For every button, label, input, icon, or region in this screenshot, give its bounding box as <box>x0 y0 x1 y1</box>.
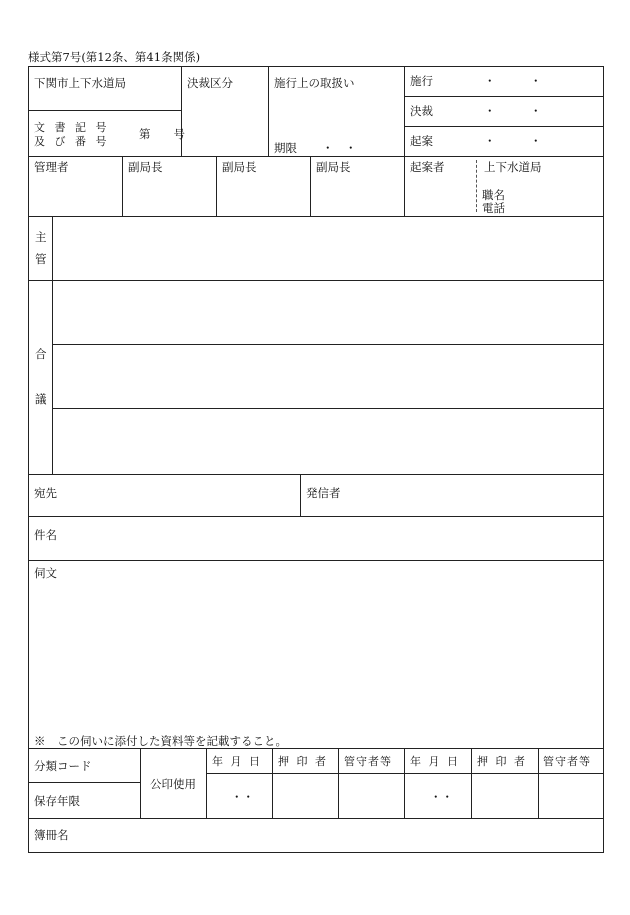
deadline-dots: ・ ・ <box>322 141 357 155</box>
grid-line <box>272 748 273 818</box>
grid-line <box>404 748 405 818</box>
grid-line <box>28 156 604 157</box>
grid-line <box>206 748 207 818</box>
section-consult: 合 <box>35 347 47 361</box>
grid-line <box>52 344 604 345</box>
grid-line <box>28 474 604 475</box>
drafter-phone: 電話 <box>482 201 505 215</box>
drafter-title: 職名 <box>482 188 505 202</box>
inquiry-label: 伺文 <box>34 566 57 580</box>
section-consult: 議 <box>35 392 47 406</box>
section-main: 管 <box>35 252 47 266</box>
grid-line <box>300 474 301 516</box>
grid-line <box>181 66 182 156</box>
retention-period-label: 保存年限 <box>34 794 80 808</box>
grid-line <box>28 748 604 749</box>
drafter-org: 上下水道局 <box>484 160 542 174</box>
classification-code-label: 分類コード <box>34 759 92 773</box>
form-header: 様式第7号(第12条、第41条関係) <box>28 50 201 64</box>
grid-line <box>52 408 604 409</box>
grid-line <box>28 782 140 783</box>
col-keeper-header: 管守者等 <box>543 755 591 768</box>
date-label-issue: 施行 <box>410 74 433 88</box>
grid-line <box>216 156 217 216</box>
approver-deputy: 副局長 <box>222 160 257 174</box>
recipient-label: 宛先 <box>34 486 57 500</box>
col-keeper-header: 管守者等 <box>344 755 392 768</box>
grid-line <box>206 773 604 774</box>
col-seal-header: 押 印 者 <box>278 755 328 768</box>
decision-category-label: 決裁区分 <box>187 76 233 90</box>
org-name: 下関市上下水道局 <box>34 76 126 90</box>
col-date-header: 年 月 日 <box>212 755 262 768</box>
date-dots: ・ ・ <box>484 134 542 148</box>
grid-line <box>28 818 604 819</box>
grid-line <box>471 748 472 818</box>
grid-line <box>52 216 53 474</box>
ledger-name-label: 簿冊名 <box>34 828 69 842</box>
col-seal-header: 押 印 者 <box>477 755 527 768</box>
approver-drafter: 起案者 <box>410 160 445 174</box>
grid-line <box>28 216 604 217</box>
grid-line <box>28 110 181 111</box>
grid-line <box>538 748 539 818</box>
deadline-label: 期限 <box>274 141 297 155</box>
doc-number-suffix: 第 号 <box>139 127 185 141</box>
grid-line <box>338 748 339 818</box>
grid-line <box>268 66 269 156</box>
handling-label: 施行上の取扱い <box>274 76 355 90</box>
grid-line <box>404 66 405 216</box>
approver-manager: 管理者 <box>34 160 69 174</box>
approver-deputy: 副局長 <box>316 160 351 174</box>
date-label-decision: 決裁 <box>410 104 433 118</box>
doc-number-label: 及 び 番 号 <box>34 135 110 148</box>
col-date-header: 年 月 日 <box>410 755 460 768</box>
grid-line <box>310 156 311 216</box>
doc-number-label: 文 書 記 号 <box>34 121 110 134</box>
grid-line <box>404 126 604 127</box>
approver-deputy: 副局長 <box>128 160 163 174</box>
attachment-note: ※ この伺いに添付した資料等を記載すること。 <box>34 734 287 748</box>
subject-label: 件名 <box>34 528 57 542</box>
date-dots: ・ ・ <box>484 74 542 88</box>
grid-line <box>28 560 604 561</box>
grid-line <box>28 516 604 517</box>
date-dots: ・・ <box>231 790 254 804</box>
grid-line <box>28 280 604 281</box>
section-main: 主 <box>35 230 47 244</box>
grid-line <box>404 96 604 97</box>
grid-line <box>122 156 123 216</box>
grid-line <box>140 748 141 818</box>
date-label-draft: 起案 <box>410 134 433 148</box>
date-dots: ・・ <box>430 790 453 804</box>
seal-use-label: 公印使用 <box>150 777 196 791</box>
dashed-divider <box>476 160 477 212</box>
date-dots: ・ ・ <box>484 104 542 118</box>
sender-label: 発信者 <box>306 486 341 500</box>
